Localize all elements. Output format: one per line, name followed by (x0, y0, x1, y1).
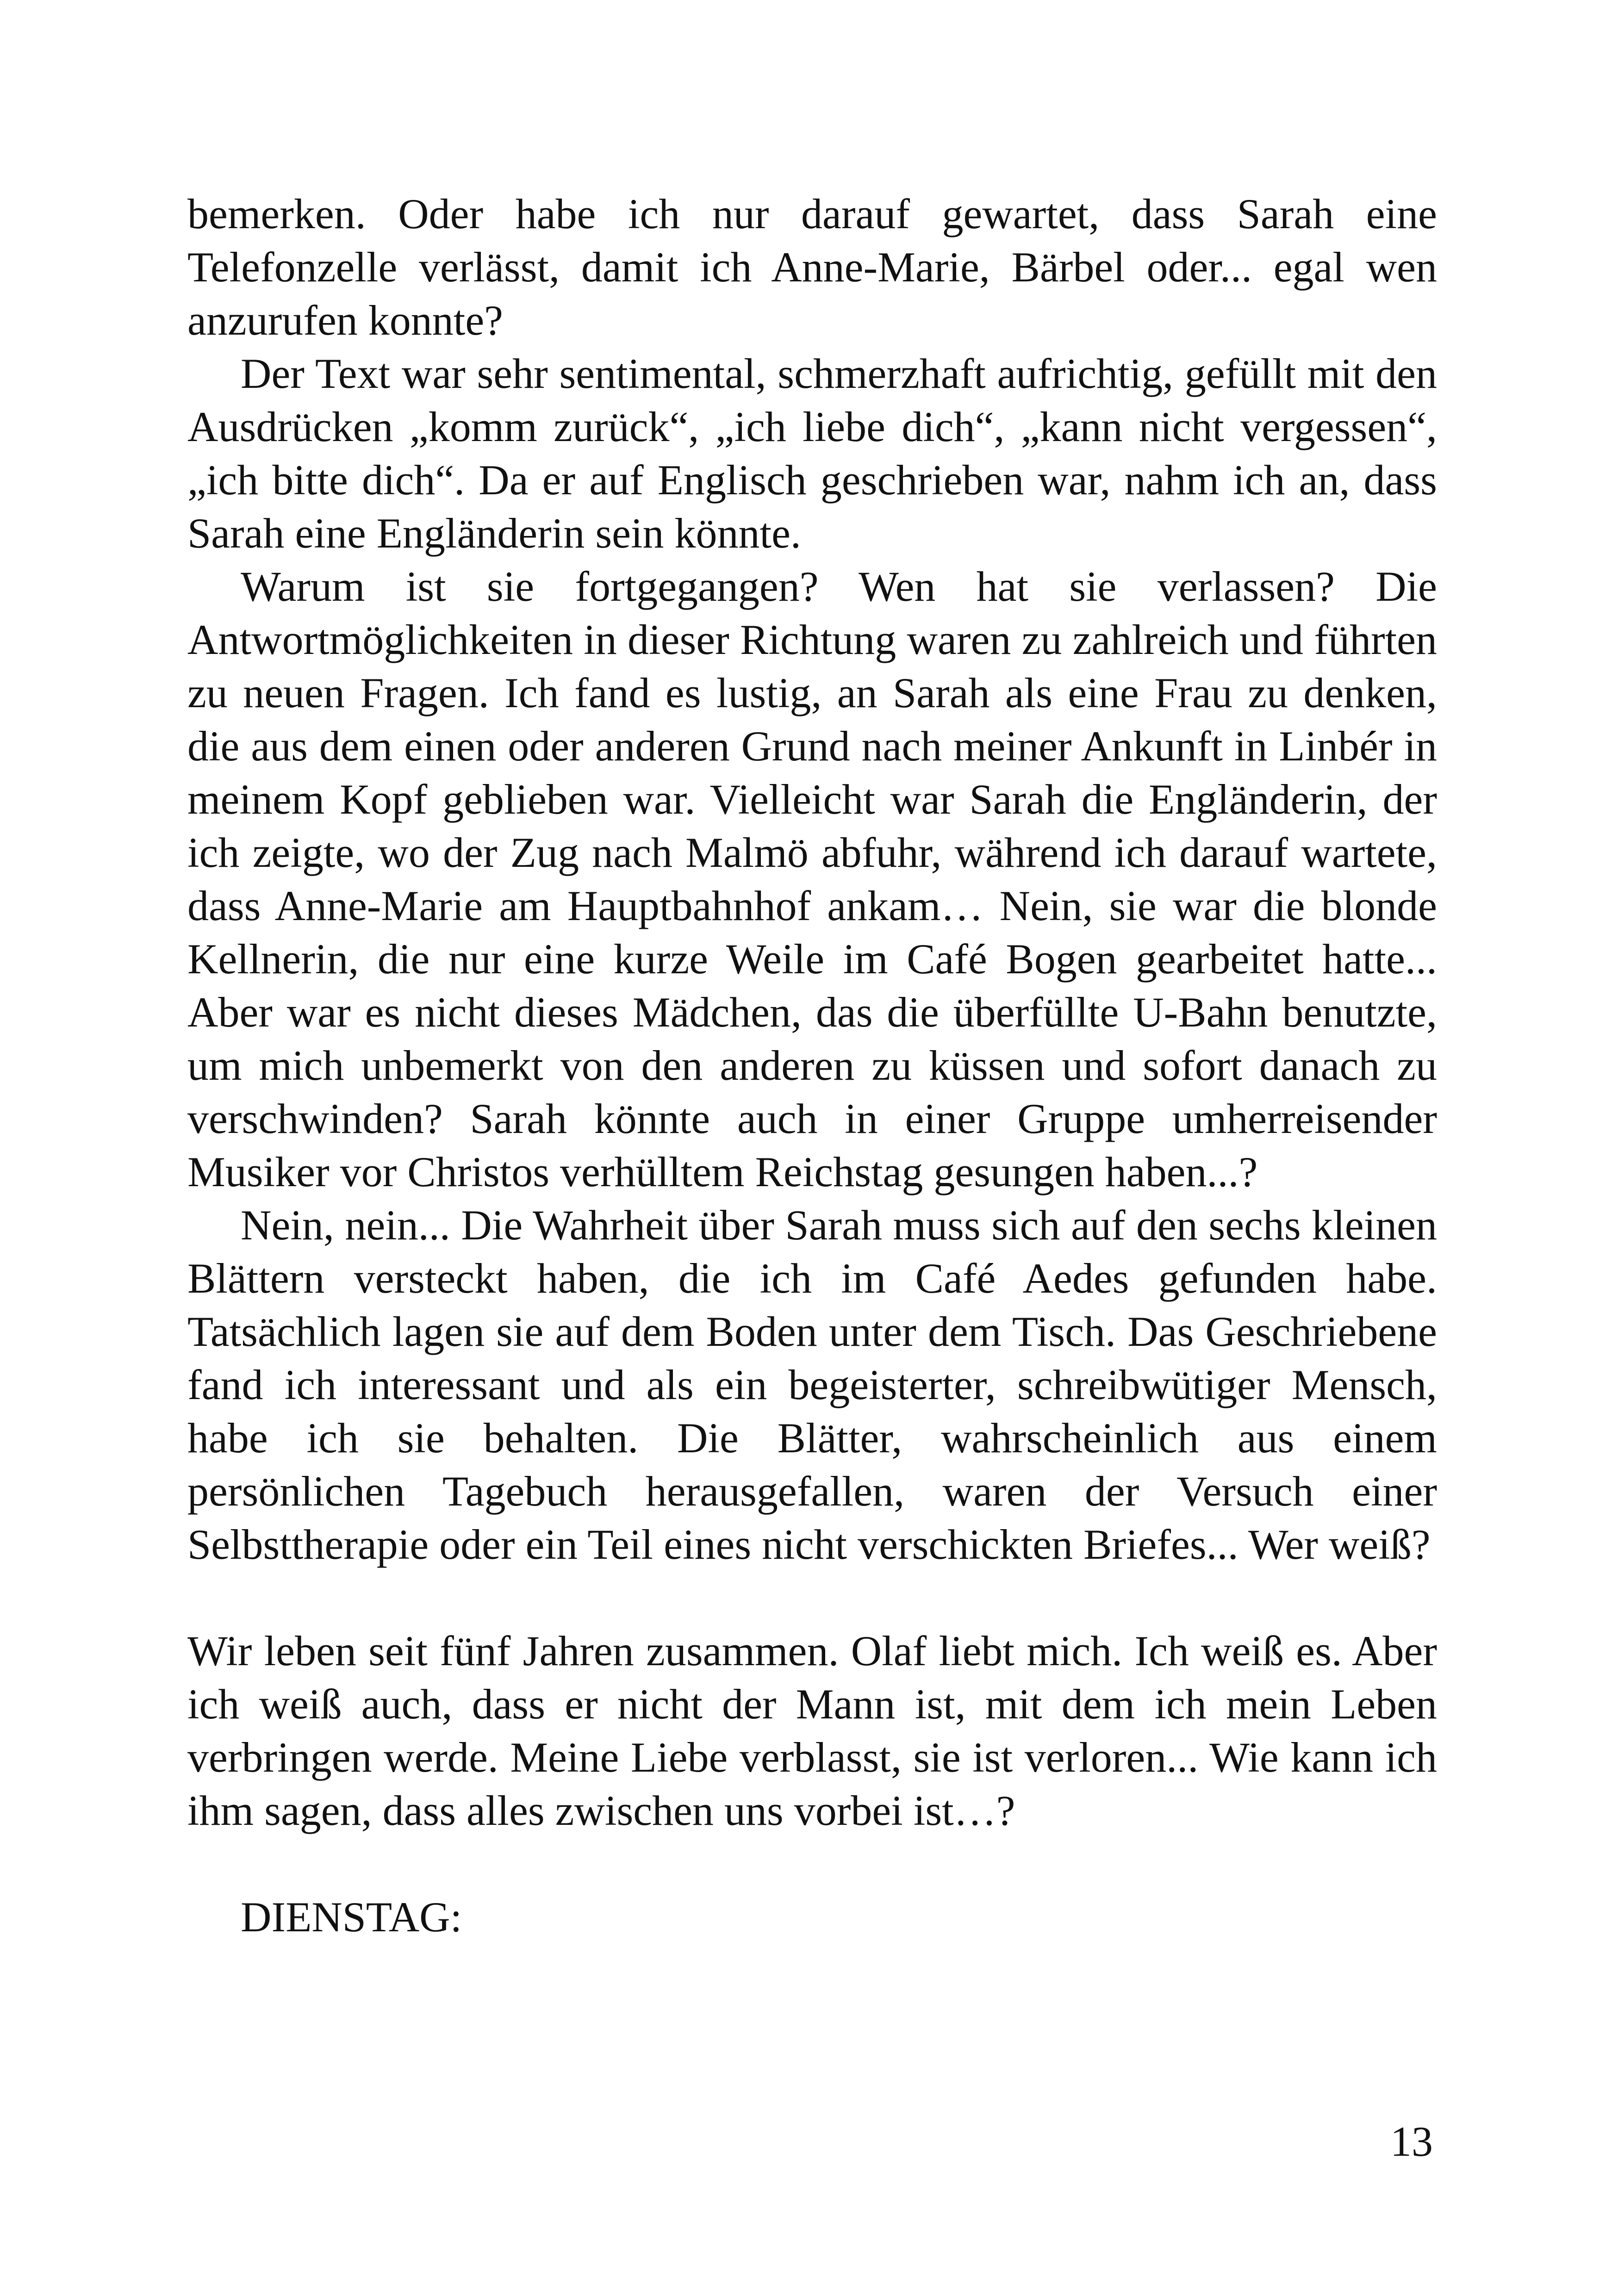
section-break (187, 1571, 1437, 1624)
paragraph-truth-about-sarah: Nein, nein... Die Wahrheit über Sarah muss sich auf den sechs kleinen Blättern versteckt haben, die ich im Café Aedes gefunden habe. Tatsächlich lagen sie auf dem Boden unter dem Tisch. Das Geschriebene fand ich interessant und als ein begeisterter, schreibwütiger Mensch, habe ich sie behalten. Die Blätter, wahrscheinlich aus einem persönlichen Tagebuch herausgefallen, waren der Versuch einer Selbsttherapie oder ein Teil eines nicht verschickten Briefes... Wer weiß? (187, 1201, 1437, 1568)
page-number: 13 (1390, 2118, 1433, 2165)
body-text (187, 187, 1437, 1944)
paragraph-continuation: bemerken. Oder habe ich nur darauf gewartet, dass Sarah eine Telefonzelle verlässt, damit ich Anne-Marie, Bärbel oder... egal wen anzurufen konnte? (187, 190, 1437, 344)
section-heading-dienstag: DIENSTAG: (241, 1893, 462, 1941)
section-break (187, 1837, 1437, 1891)
paragraph-sentimental-text: Der Text war sehr sentimental, schmerzhaft aufrichtig, gefüllt mit den Ausdrücken „komm zurück“, „ich liebe dich“, „kann nicht vergessen“, „ich bitte dich“. Da er auf Englisch geschrieben war, nahm ich an, dass Sarah eine Engländerin sein könnte. (187, 350, 1437, 557)
paragraph-diary-entry: Wir leben seit fünf Jahren zusammen. Olaf liebt mich. Ich weiß es. Aber ich weiß auch, dass er nicht der Mann ist, mit dem ich mein Leben verbringen werde. Meine Liebe verblasst, sie ist verloren... Wie kann ich ihm sagen, dass alles zwischen uns vorbei ist…? (187, 1627, 1437, 1834)
paragraph-questions: Warum ist sie fortgegangen? Wen hat sie verlassen? Die Antwortmöglichkeiten in dieser Richtung waren zu zahlreich und führten zu neuen Fragen. Ich fand es lustig, an Sarah als eine Frau zu denken, die aus dem einen oder anderen Grund nach meiner Ankunft in Linbér in meinem Kopf geblieben war. Vielleicht war Sarah die Engländerin, der ich zeigte, wo der Zug nach Malmö abfuhr, während ich darauf wartete, dass Anne-Marie am Hauptbahnhof ankam… Nein, sie war die blonde Kellnerin, die nur eine kurze Weile im Café Bogen gearbeitet hatte... Aber war es nicht dieses Mädchen, das die überfüllte U-Bahn benutzte, um mich unbemerkt von den anderen zu küssen und sofort danach zu verschwinden? Sarah könnte auch in einer Gruppe umherreisender Musiker vor Christos verhülltem Reichstag gesungen haben...? (187, 563, 1437, 1195)
